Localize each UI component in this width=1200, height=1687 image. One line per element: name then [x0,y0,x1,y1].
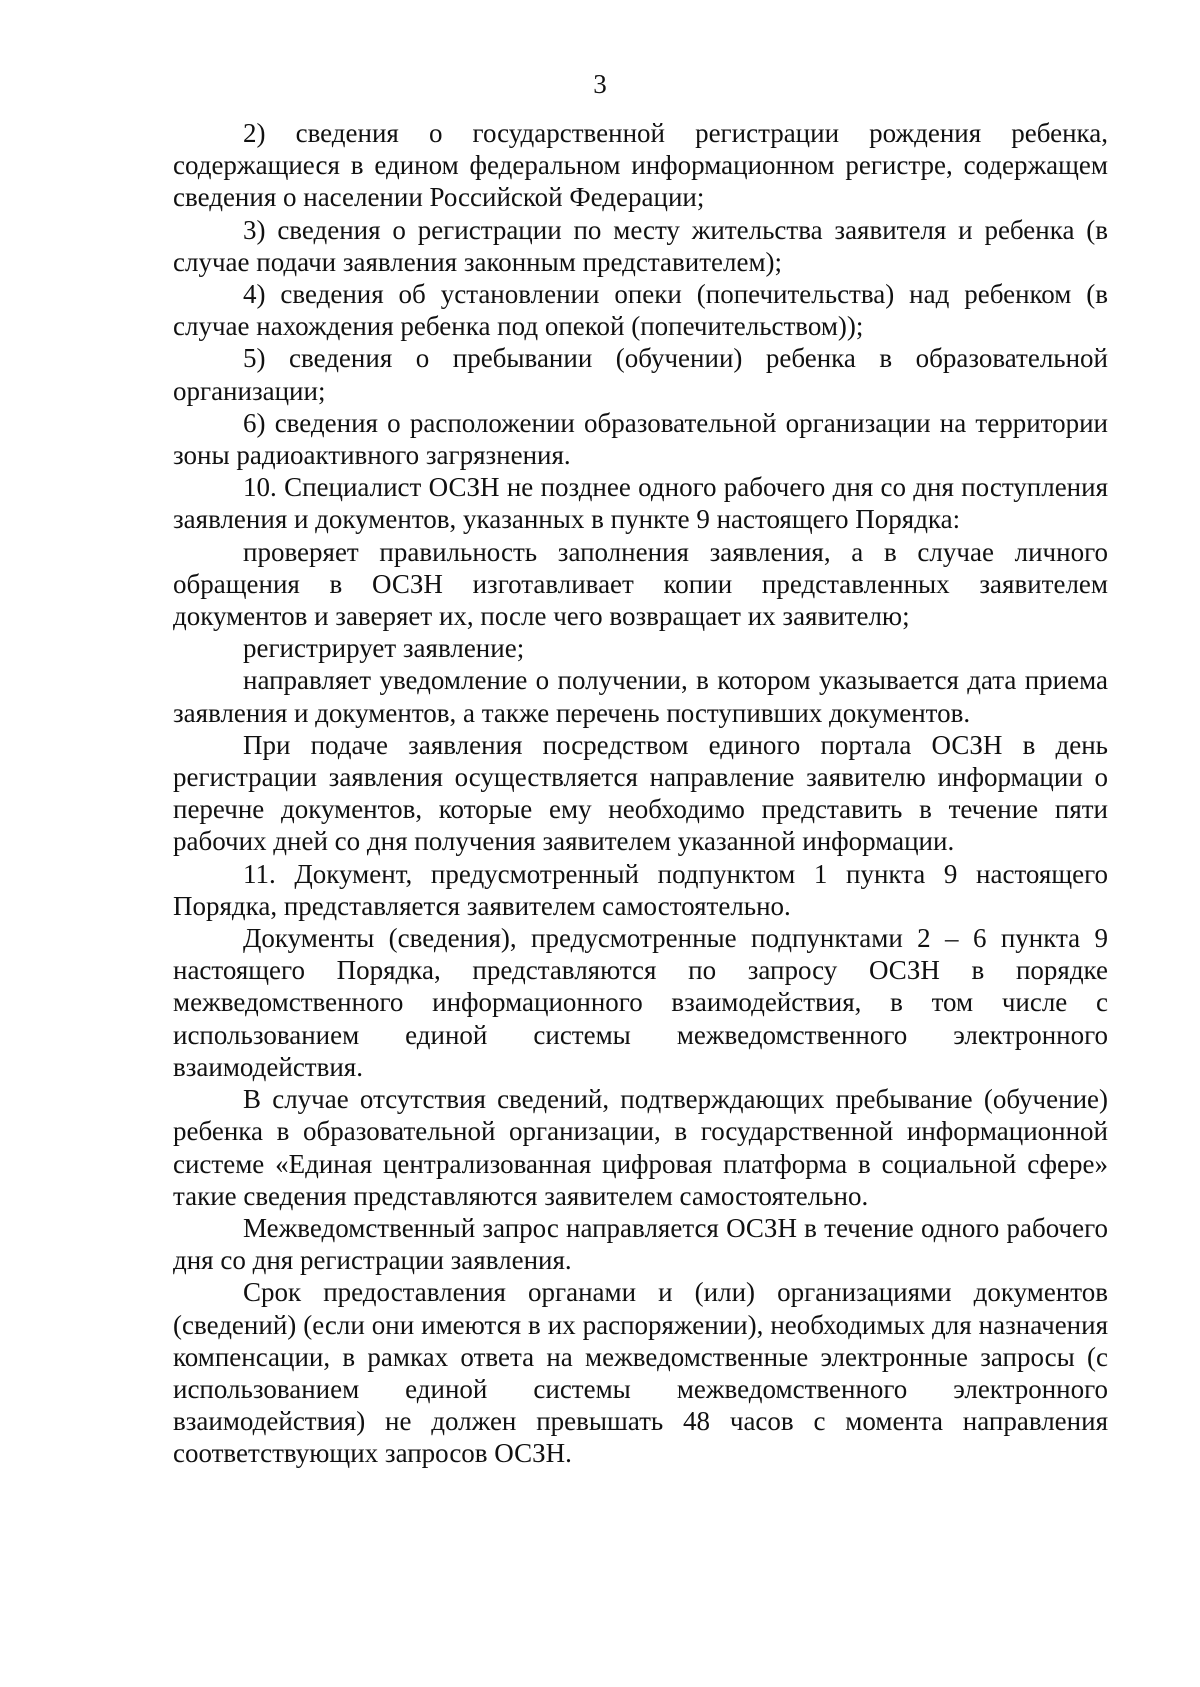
paragraph: При подаче заявления посредством единого портала ОСЗН в день регистрации заявления осуществляется направление заявителю информации о перечне документов, которые ему необходимо представить в течение пяти рабочих дней со дня получения заявителем указанной информации. [173,729,1108,857]
paragraph: 3) сведения о регистрации по месту жительства заявителя и ребенка (в случае подачи заявления законным представителем); [173,214,1108,277]
paragraph: 4) сведения об установлении опеки (попечительства) над ребенком (в случае нахождения ребенка под опекой (попечительством)); [173,279,1108,342]
paragraph: Документы (сведения), предусмотренные подпунктами 2 – 6 пункта 9 настоящего Порядка, представляются по запросу ОСЗН в порядке межведомственного информационного взаимодействия, в том числе с использованием единой системы межведомственного электронного взаимодействия. [173,923,1108,1082]
paragraph: Межведомственный запрос направляется ОСЗН в течение одного рабочего дня со дня регистрации заявления. [173,1212,1108,1276]
paragraph: проверяет правильность заполнения заявления, а в случае личного обращения в ОСЗН изготавливает копии представленных заявителем документов и заверяет их, после чего возвращает их заявителю; [173,536,1108,632]
paragraph: В случае отсутствия сведений, подтверждающих пребывание (обучение) ребенка в образовательной организации, в государственной информационной системе «Единая централизованная цифровая платформа в социальной сфере» такие сведения представляются заявителем самостоятельно. [173,1084,1108,1211]
paragraph: Срок предоставления органами и (или) организациями документов (сведений) (если они имеются в их распоряжении), необходимых для назначения компенсации, в рамках ответа на межведомственные электронные запросы (с использованием единой системы межведомственного электронного взаимодействия) не должен превышать 48 часов с момента направления соответствующих запросов ОСЗН. [173,1277,1108,1469]
paragraph: 5) сведения о пребывании (обучении) ребенка в образовательной организации; [173,343,1108,406]
paragraph: 10. Специалист ОСЗН не позднее одного рабочего дня со дня поступления заявления и документов, указанных в пункте 9 настоящего Порядка: [173,472,1108,535]
paragraph: направляет уведомление о получении, в котором указывается дата приема заявления и документов, а также перечень поступивших документов. [173,665,1108,728]
paragraph: 2) сведения о государственной регистрации рождения ребенка, содержащиеся в едином федеральном информационном регистре, содержащем сведения о населении Российской Федерации; [173,118,1108,213]
paragraph: 6) сведения о расположении образовательной организации на территории зоны радиоактивного загрязнения. [173,407,1108,471]
paragraph: 11. Документ, предусмотренный подпунктом 1 пункта 9 настоящего Порядка, представляется заявителем самостоятельно. [173,858,1108,921]
document-body [173,117,1108,1470]
page-number: 3 [593,69,607,99]
paragraph: регистрирует заявление; [243,633,525,664]
